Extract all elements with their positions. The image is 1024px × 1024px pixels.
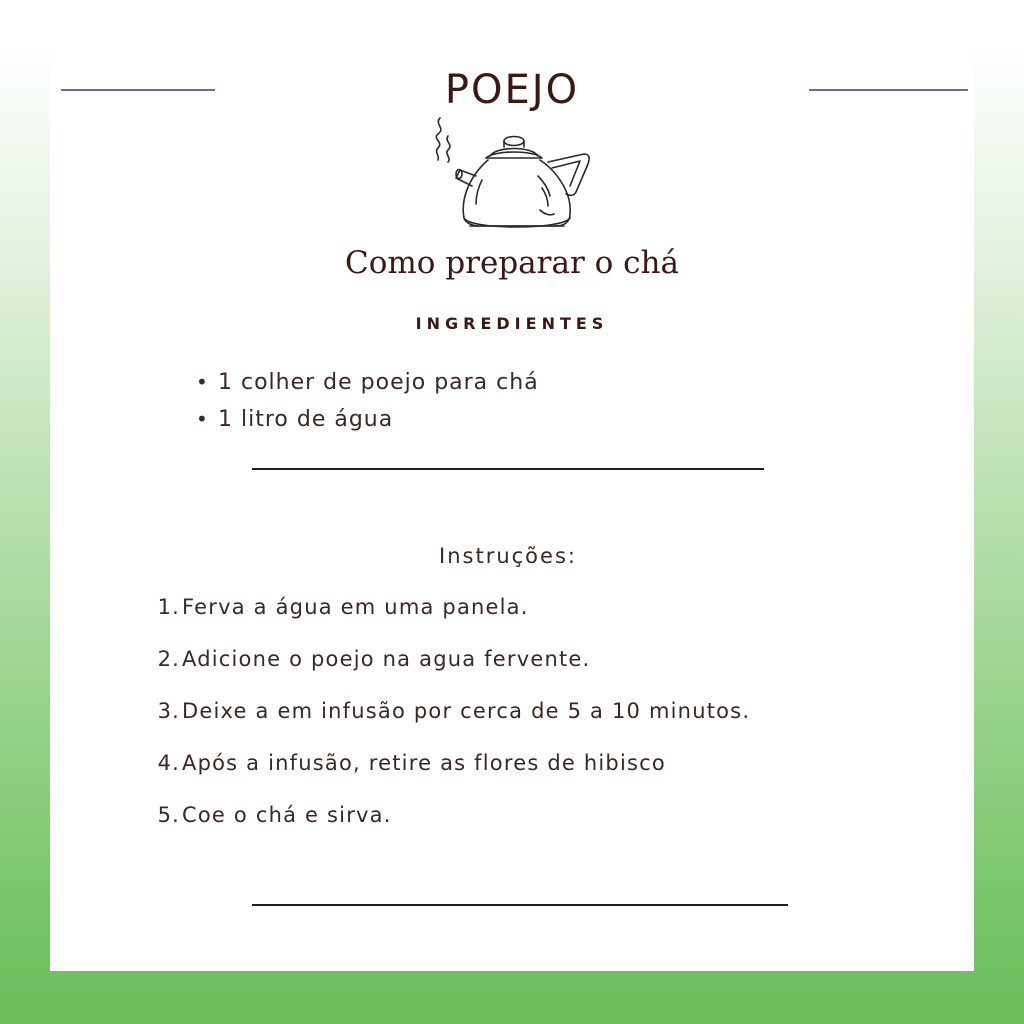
- step-number: 2.: [157, 647, 180, 671]
- step-number: 5.: [157, 803, 180, 827]
- footer-divider: [252, 904, 788, 906]
- list-item: [150, 694, 750, 746]
- ingredients-heading: INGREDIENTES: [415, 314, 609, 333]
- list-item: [150, 642, 750, 694]
- list-item: [150, 746, 750, 798]
- step-text: Coe o chá e sirva.: [182, 803, 392, 827]
- list-item: [150, 590, 750, 642]
- page-title: POEJO: [444, 67, 580, 113]
- instructions-heading: Instruções:: [439, 544, 577, 568]
- recipe-subtitle: Como preparar o chá: [345, 245, 679, 281]
- section-divider: [252, 468, 764, 470]
- bullet-icon: •: [196, 370, 209, 394]
- step-text: Deixe a em infusão por cerca de 5 a 10 minutos.: [182, 699, 751, 723]
- instructions-list: [150, 590, 750, 850]
- bullet-icon: •: [196, 407, 209, 431]
- ingredient-text: 1 litro de água: [218, 407, 394, 432]
- step-text: Adicione o poejo na agua fervente.: [182, 647, 591, 671]
- step-number: 4.: [157, 751, 180, 775]
- list-item: [196, 364, 539, 401]
- ingredients-list: [196, 364, 539, 438]
- list-item: [196, 401, 539, 438]
- step-number: 1.: [157, 595, 180, 619]
- list-item: [150, 798, 750, 850]
- step-number: 3.: [157, 699, 180, 723]
- step-text: Ferva a água em uma panela.: [182, 595, 529, 619]
- step-text: Após a infusão, retire as flores de hibisco: [182, 751, 666, 775]
- ingredient-text: 1 colher de poejo para chá: [218, 370, 539, 395]
- teapot-icon: [430, 114, 594, 236]
